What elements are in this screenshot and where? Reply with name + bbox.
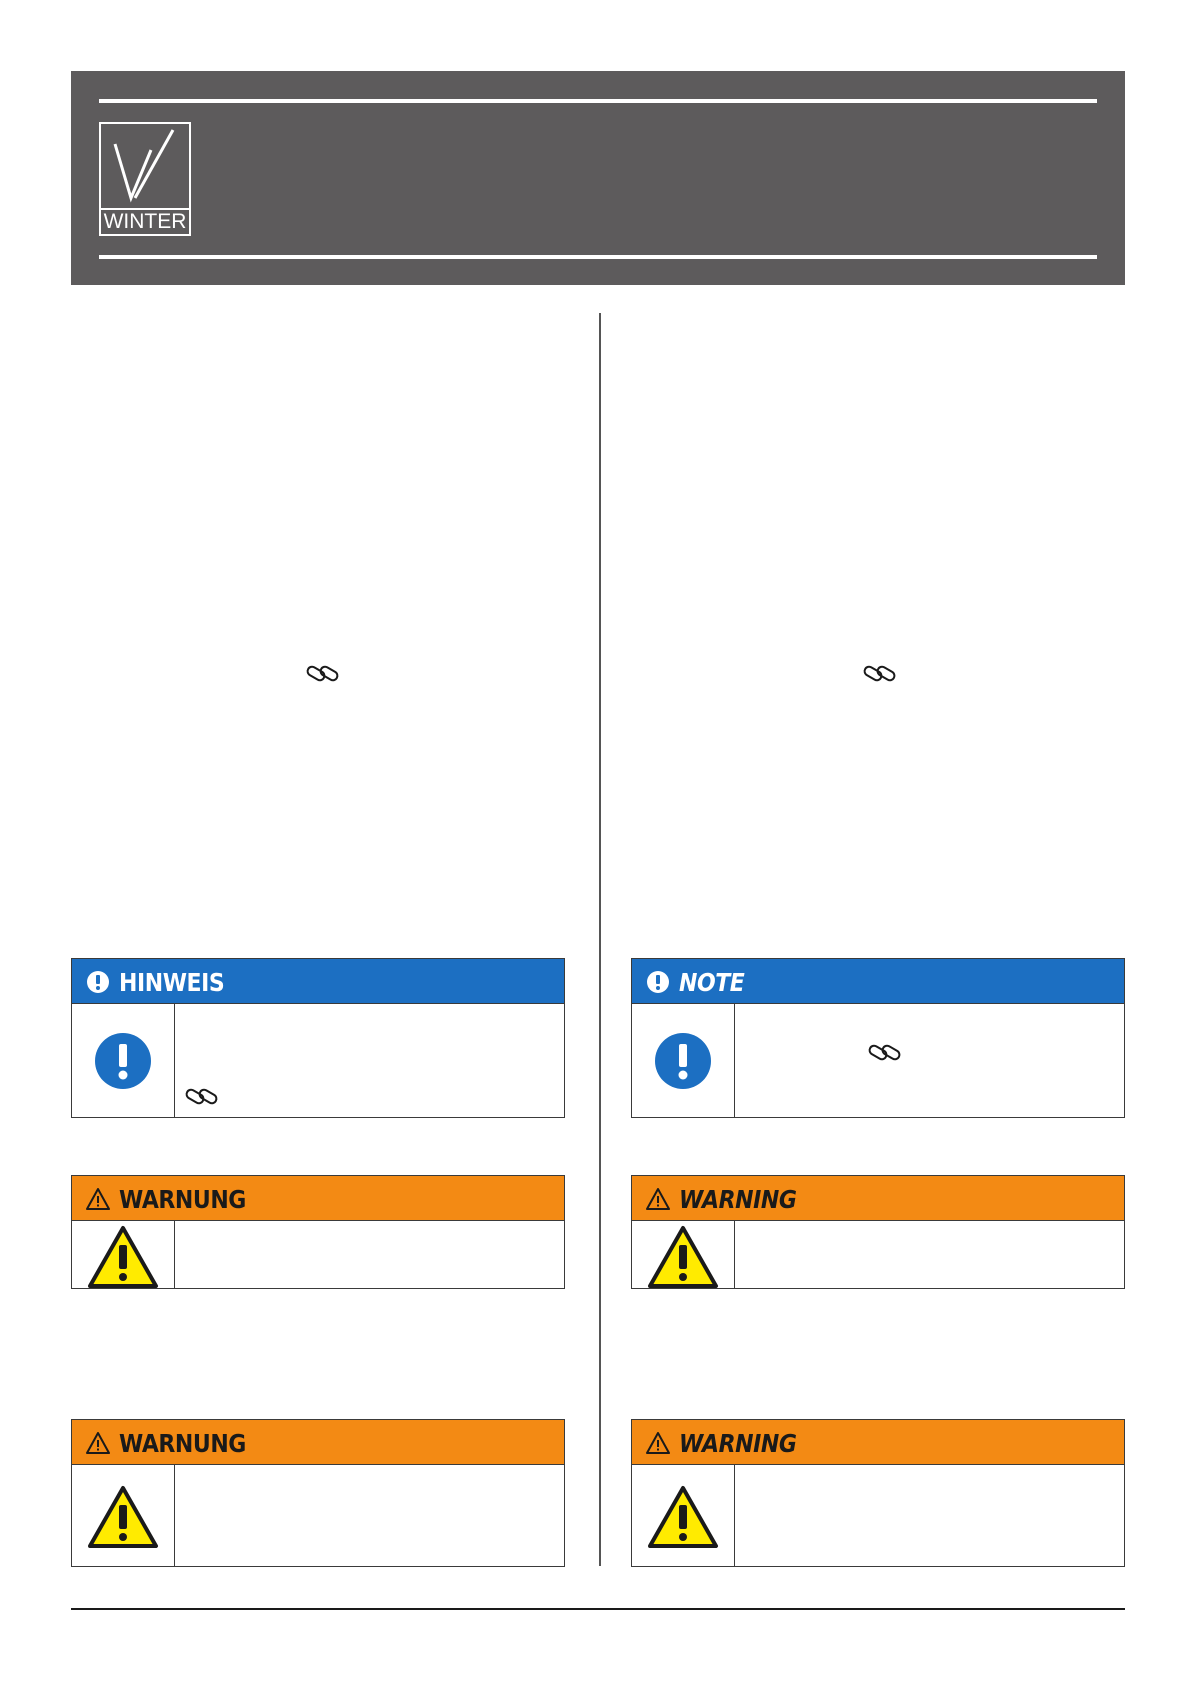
- note-box: [631, 958, 1125, 1118]
- warning-icon-cell: [72, 1221, 175, 1288]
- warning-header: [632, 1176, 1124, 1221]
- warning-body: [735, 1221, 1124, 1288]
- warning-box: [631, 1419, 1125, 1567]
- note-body: [175, 1004, 564, 1117]
- exclamation-circle-icon: [86, 970, 110, 994]
- warning-box: [71, 1419, 565, 1567]
- warning-triangle-icon: [646, 1187, 670, 1211]
- exclamation-circle-icon: [654, 1032, 712, 1090]
- header-bottom-rule: [99, 255, 1097, 259]
- warning-title: WARNUNG: [119, 1429, 246, 1458]
- paperclip-icon: [862, 663, 898, 685]
- warning-body: [175, 1465, 564, 1566]
- note-title: HINWEIS: [119, 968, 225, 997]
- exclamation-circle-icon: [94, 1032, 152, 1090]
- warning-box: [631, 1175, 1125, 1289]
- warning-icon-cell: [632, 1221, 735, 1288]
- winter-logo-mark: [101, 124, 189, 208]
- warning-box: [71, 1175, 565, 1289]
- header-top-rule: [99, 99, 1097, 103]
- warning-title: WARNUNG: [119, 1185, 246, 1214]
- paperclip-icon: [305, 663, 341, 685]
- paperclip-icon: [867, 1042, 903, 1064]
- column-divider: [599, 313, 601, 1566]
- warning-triangle-icon: [646, 1431, 670, 1455]
- header-band: [71, 71, 1125, 285]
- footer-rule: [71, 1608, 1125, 1610]
- warning-header: [72, 1420, 564, 1465]
- warning-body: [735, 1465, 1124, 1566]
- warning-triangle-icon: [87, 1225, 159, 1289]
- warning-title: WARNING: [679, 1185, 797, 1214]
- warning-icon-cell: [632, 1465, 735, 1566]
- note-header: [632, 959, 1124, 1004]
- warning-triangle-icon: [86, 1187, 110, 1211]
- warning-triangle-icon: [647, 1225, 719, 1289]
- paperclip-icon: [184, 1086, 220, 1108]
- logo-wordmark: WINTER: [103, 210, 187, 233]
- note-icon-cell: [632, 1004, 735, 1117]
- note-body: [735, 1004, 1124, 1117]
- note-header: [72, 959, 564, 1004]
- note-title: NOTE: [679, 968, 745, 997]
- warning-triangle-icon: [647, 1485, 719, 1549]
- warning-body: [175, 1221, 564, 1288]
- warning-header: [72, 1176, 564, 1221]
- warning-triangle-icon: [86, 1431, 110, 1455]
- warning-triangle-icon: [87, 1485, 159, 1549]
- exclamation-circle-icon: [646, 970, 670, 994]
- warning-header: [632, 1420, 1124, 1465]
- note-icon-cell: [72, 1004, 175, 1117]
- winter-logo: [99, 122, 191, 236]
- note-box: [71, 958, 565, 1118]
- warning-icon-cell: [72, 1465, 175, 1566]
- warning-title: WARNING: [679, 1429, 797, 1458]
